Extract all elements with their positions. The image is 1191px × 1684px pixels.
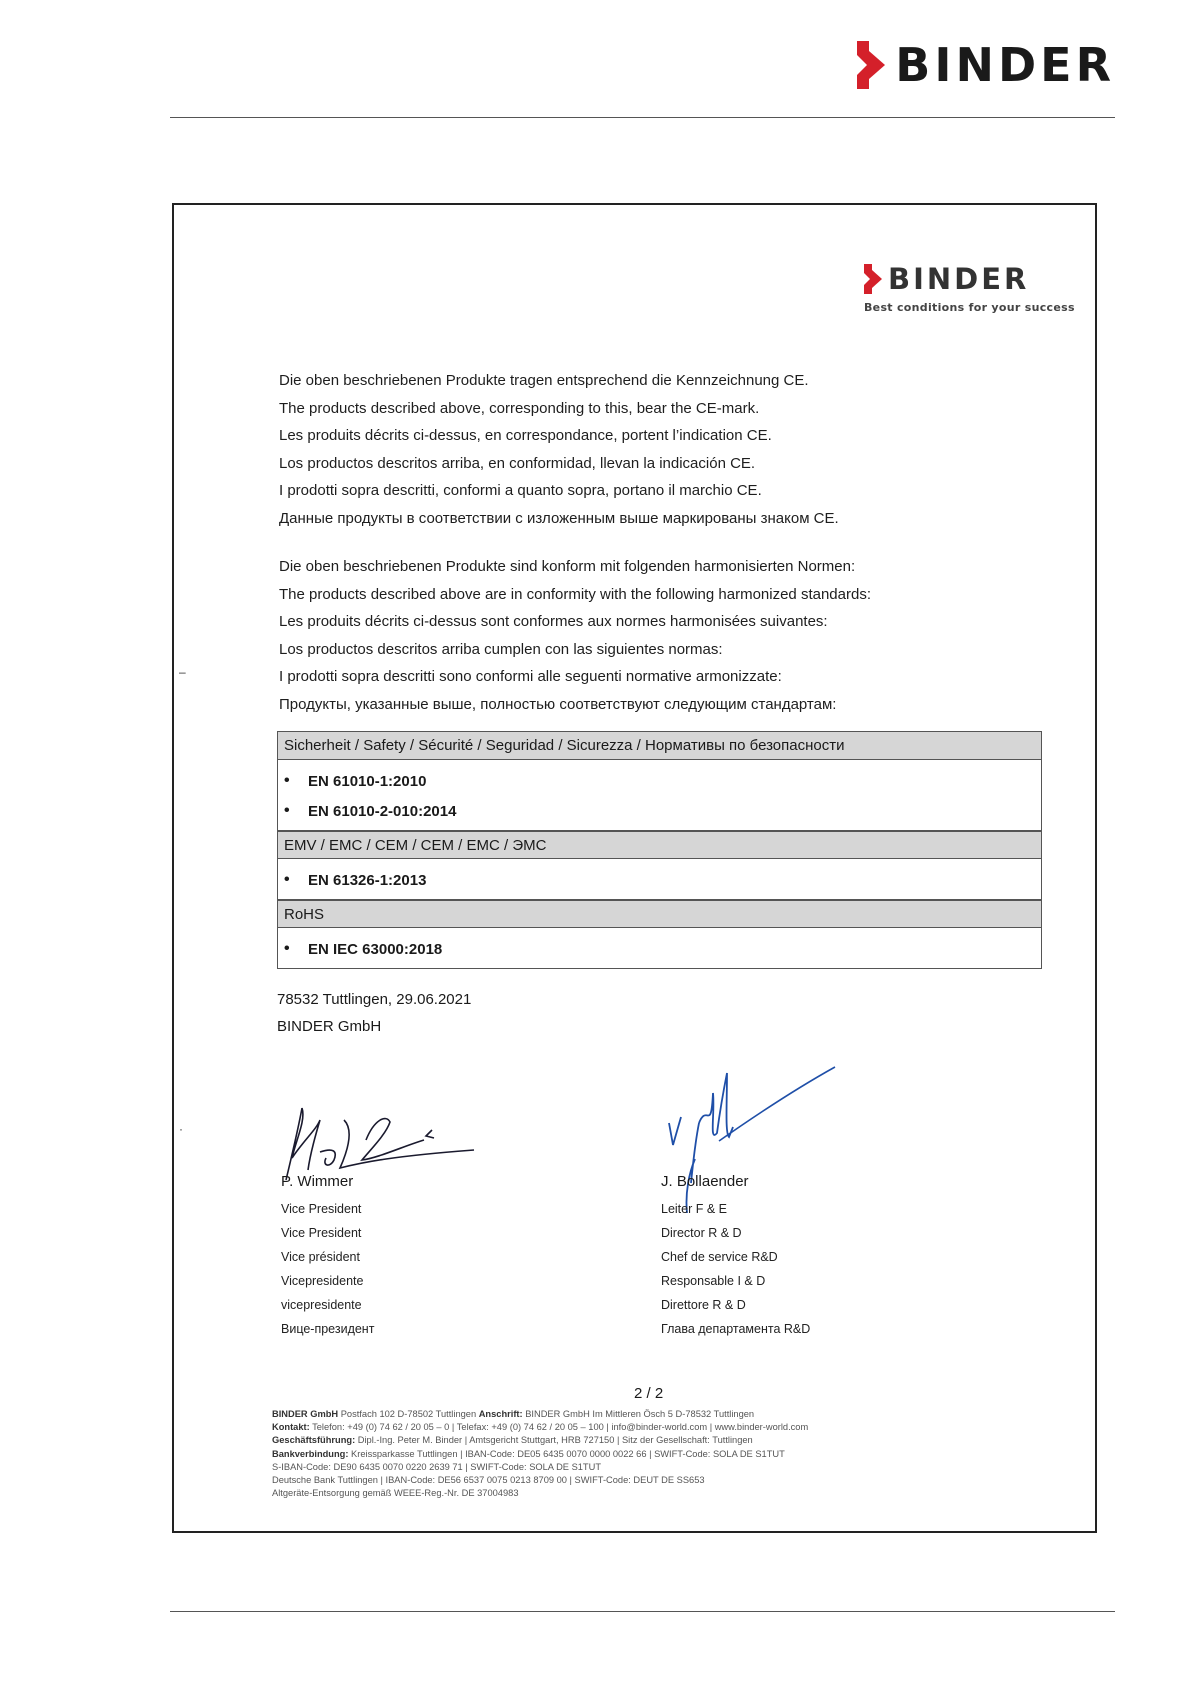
- conformity-statement-ru: Продукты, указанные выше, полностью соответствуют следующим стандартам:: [279, 695, 837, 713]
- standard-item: • EN IEC 63000:2018: [284, 940, 443, 958]
- company-name: BINDER GmbH: [277, 1018, 382, 1035]
- safety-standards: [278, 760, 1041, 831]
- footer-weee: Altgeräte-Entsorgung gemäß WEEE-Reg.-Nr. DE 37004983: [272, 1488, 519, 1499]
- bullet-icon: •: [284, 871, 290, 888]
- conformity-statement-it: I prodotti sopra descritti sono conformi alle seguenti normative armonizzate:: [279, 668, 782, 686]
- certificate-tagline: Best conditions for your success: [864, 301, 1075, 314]
- margin-mark: ·: [179, 1122, 183, 1136]
- footer-management: Geschäftsführung: Dipl.-Ing. Peter M. Binder | Amtsgericht Stuttgart, HRB 727150 | Sitz der Gesellschaft: Tuttlingen: [272, 1435, 753, 1446]
- conformity-statements: [279, 553, 871, 719]
- ce-statement-ru: Данные продукты в соответствии с изложенным выше маркированы знаком CE.: [279, 509, 839, 527]
- binder-logo-icon: [857, 41, 885, 89]
- ce-statement-de: Die oben beschriebenen Produkte tragen entsprechend die Kennzeichnung CE.: [279, 372, 809, 389]
- conformity-statement-fr: Les produits décrits ci-dessus sont conformes aux normes harmonisées suivantes:: [279, 613, 828, 631]
- header-brand-name: BINDER: [895, 38, 1115, 92]
- company-footer: [272, 1408, 808, 1500]
- signature-right-icon: [659, 1063, 839, 1213]
- binder-logo-icon: [864, 264, 882, 294]
- bullet-icon: •: [284, 940, 290, 957]
- footer-contact: Kontakt: Telefon: +49 (0) 74 62 / 20 05 – 0 | Telefax: +49 (0) 74 62 / 20 05 – 100 | info@binder-world.com | www.binder-world.com: [272, 1422, 809, 1433]
- ce-statement-it: I prodotti sopra descritti, conformi a quanto sopra, portano il marchio CE.: [279, 482, 762, 500]
- page-number: 2 / 2: [634, 1385, 664, 1402]
- place-and-company: [277, 986, 471, 1040]
- conformity-statement-en: The products described above are in conformity with the following harmonized standards:: [279, 585, 871, 603]
- header-binder-logo: [857, 38, 1115, 92]
- bullet-icon: •: [284, 772, 290, 789]
- standards-table: [277, 731, 1042, 969]
- certificate-frame: [172, 203, 1097, 1533]
- signatory-right-name: J. Bollaender: [661, 1173, 749, 1190]
- conformity-statement-de: Die oben beschriebenen Produkte sind konform mit folgenden harmonisierten Normen:: [279, 558, 856, 575]
- footer-bank: Bankverbindung: Kreissparkasse Tuttlingen | IBAN-Code: DE05 6435 0070 0000 0022 66 | SWIFT-Code: SOLA DE S1TUT: [272, 1448, 785, 1459]
- header-divider: [170, 117, 1115, 118]
- certificate-brand-name: BINDER: [888, 262, 1030, 296]
- certificate-logo: [864, 262, 1084, 314]
- safety-header: Sicherheit / Safety / Sécurité / Seguridad / Sicurezza / Нормативы по безопасности: [278, 732, 1041, 760]
- ce-statement-fr: Les produits décrits ci-dessus, en correspondance, portent l’indication CE.: [279, 427, 772, 445]
- margin-mark: –: [179, 665, 186, 679]
- ce-statements: [279, 367, 839, 533]
- footer-divider: [170, 1611, 1115, 1612]
- emc-standards: [278, 859, 1041, 900]
- signatory-left-name: P. Wimmer: [281, 1173, 354, 1190]
- signatory-left-titles: Vice President Vice President Vice président Vicepresidente vicepresidente Вице-президент: [281, 1202, 375, 1336]
- bullet-icon: •: [284, 802, 290, 819]
- footer-bank-2: S-IBAN-Code: DE90 6435 0070 0220 2639 71 | SWIFT-Code: SOLA DE S1TUT: [272, 1461, 602, 1472]
- ce-statement-en: The products described above, corresponding to this, bear the CE-mark.: [279, 399, 760, 417]
- standard-item: • EN 61326-1:2013: [284, 871, 427, 889]
- conformity-statement-es: Los productos descritos arriba cumplen con las siguientes normas:: [279, 640, 723, 658]
- emc-header: EMV / EMC / CEM / CEM / EMC / ЭМС: [278, 831, 1041, 859]
- signatory-right-titles: Leiter F & E Director R & D Chef de service R&D Responsable I & D Direttore R & D Глава департамента R&D: [661, 1202, 811, 1336]
- standard-item: • EN 61010-1:2010: [284, 772, 427, 790]
- standard-item: • EN 61010-2-010:2014: [284, 802, 457, 820]
- footer-bank-3: Deutsche Bank Tuttlingen | IBAN-Code: DE56 6537 0075 0213 8709 00 | SWIFT-Code: DEUT DE SS653: [272, 1475, 705, 1486]
- footer-address: BINDER GmbH Postfach 102 D-78502 Tuttlingen Anschrift: BINDER GmbH Im Mittleren Ösch 5 D-78532 Tuttlingen: [272, 1409, 755, 1419]
- ce-statement-es: Los productos descritos arriba, en conformidad, llevan la indicación CE.: [279, 454, 756, 472]
- rohs-standards: [278, 928, 1041, 968]
- place-date: 78532 Tuttlingen, 29.06.2021: [277, 991, 472, 1008]
- rohs-header: RoHS: [278, 900, 1041, 928]
